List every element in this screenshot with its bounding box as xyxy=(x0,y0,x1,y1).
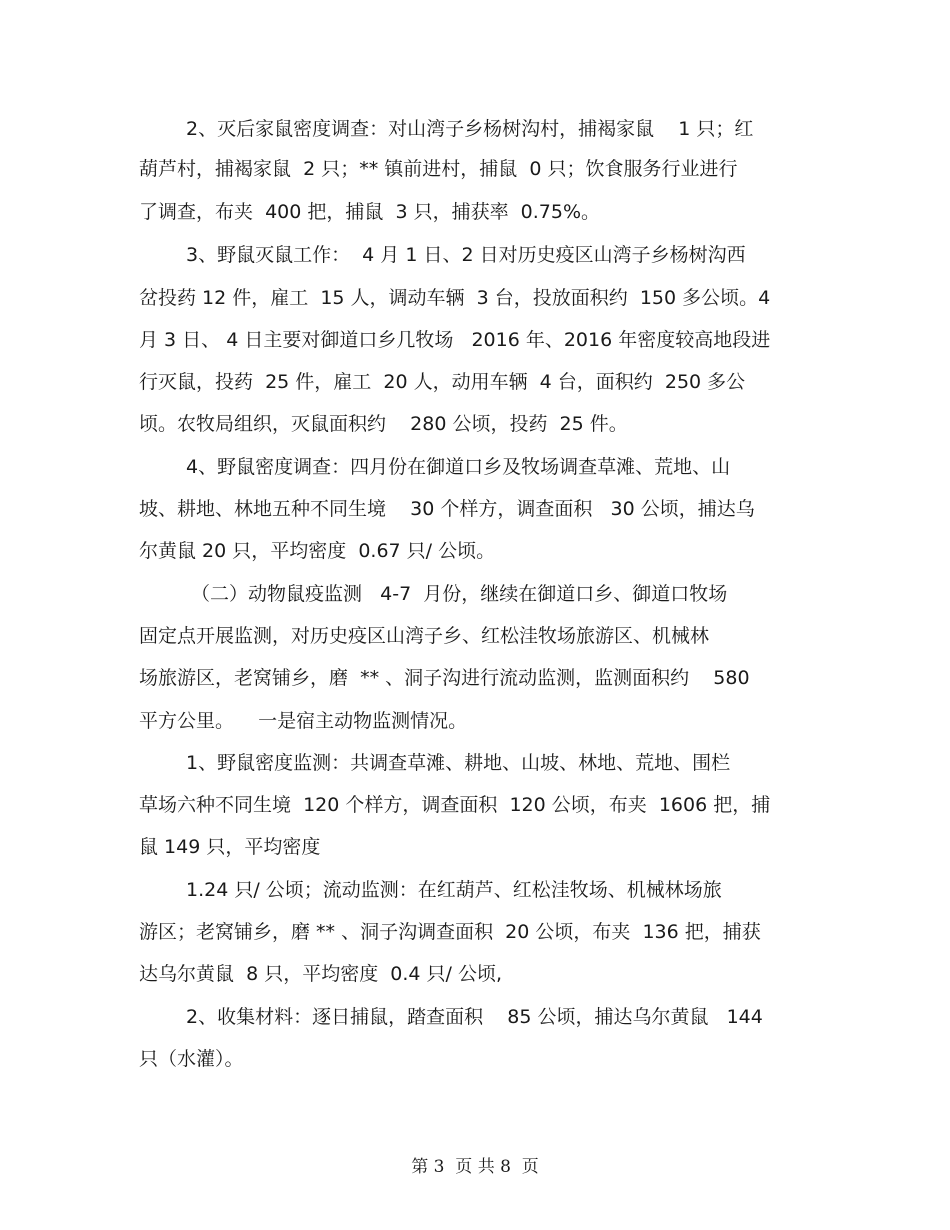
text-line: 只（水灌）。 xyxy=(139,1048,244,1070)
text-line: 坡、耕地、林地五种不同生境 30 个样方，调查面积 30 公顷，捕达乌 xyxy=(139,498,755,520)
text-line: （二）动物鼠疫监测 4-7 月份，继续在御道口乡、御道口牧场 xyxy=(191,583,728,605)
text-line: 行灭鼠，投药 25 件，雇工 20 人，动用车辆 4 台，面积约 250 多公 xyxy=(139,371,746,393)
text-line: 2、收集材料：逐日捕鼠，踏查面积 85 公顷，捕达乌尔黄鼠 144 xyxy=(186,1006,763,1028)
text-line: 顷。农牧局组织，灭鼠面积约 280 公顷，投药 25 件。 xyxy=(139,413,628,435)
text-line: 固定点开展监测，对历史疫区山湾子乡、红松洼牧场旅游区、机械林 xyxy=(139,625,710,647)
text-line: 2、灭后家鼠密度调查：对山湾子乡杨树沟村，捕褐家鼠 1 只；红 xyxy=(186,118,754,140)
text-line: 岔投药 12 件，雇工 15 人，调动车辆 3 台，投放面积约 150 多公顷。4 xyxy=(139,287,771,309)
text-line: 尔黄鼠 20 只，平均密度 0.67 只/ 公顷。 xyxy=(139,540,496,562)
text-line: 草场六种不同生境 120 个样方，调查面积 120 公顷，布夹 1606 把，捕 xyxy=(139,794,771,816)
text-line: 游区；老窝铺乡，磨 ** 、洞子沟调查面积 20 公顷，布夹 136 把，捕获 xyxy=(139,921,761,943)
text-line: 鼠 149 只，平均密度 xyxy=(139,836,321,858)
text-line: 了调查，布夹 400 把，捕鼠 3 只，捕获率 0.75%。 xyxy=(139,201,601,223)
text-line: 月 3 日、 4 日主要对御道口乡几牧场 2016 年、2016 年密度较高地段进 xyxy=(139,329,771,351)
text-line: 葫芦村，捕褐家鼠 2 只；** 镇前进村，捕鼠 0 只；饮食服务行业进行 xyxy=(139,158,738,180)
page-number-footer: 第 3 页 共 8 页 xyxy=(411,1157,539,1177)
text-line: 1、野鼠密度监测：共调查草滩、耕地、山坡、林地、荒地、围栏 xyxy=(186,752,731,774)
text-line: 平方公里。 一是宿主动物监测情况。 xyxy=(139,710,468,732)
text-line: 场旅游区，老窝铺乡，磨 ** 、洞子沟进行流动监测，监测面积约 580 xyxy=(139,667,750,689)
text-line: 3、野鼠灭鼠工作： 4 月 1 日、2 日对历史疫区山湾子乡杨树沟西 xyxy=(186,244,746,266)
text-line: 1.24 只/ 公顷；流动监测：在红葫芦、红松洼牧场、机械林场旅 xyxy=(186,879,722,901)
text-line: 4、野鼠密度调查：四月份在御道口乡及牧场调查草滩、荒地、山 xyxy=(186,456,731,478)
text-line: 达乌尔黄鼠 8 只，平均密度 0.4 只/ 公顷, xyxy=(139,963,503,985)
